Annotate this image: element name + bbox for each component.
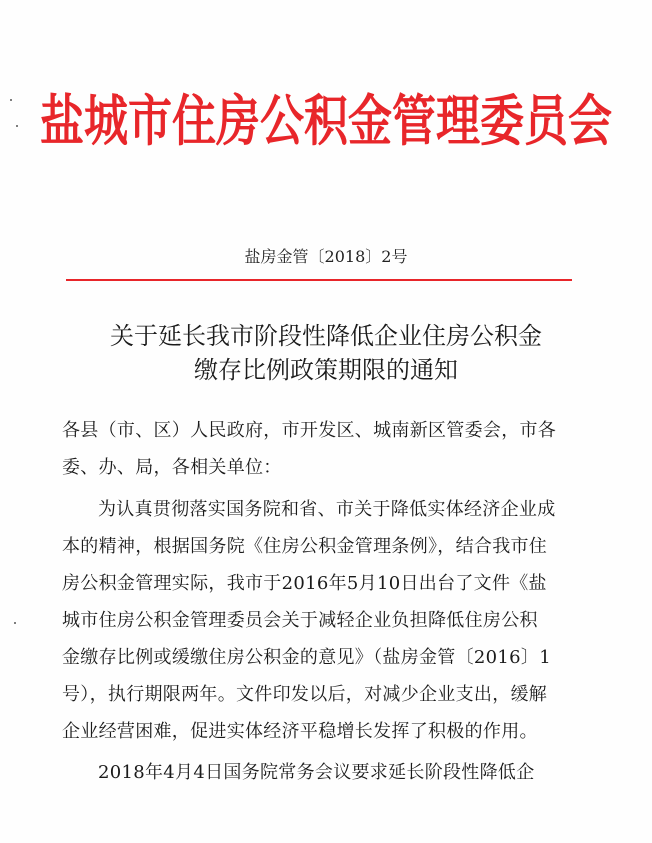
scan-speck xyxy=(16,125,18,127)
notice-title-line-2: 缴存比例政策期限的通知 xyxy=(194,356,458,384)
red-separator-line xyxy=(66,279,572,281)
scan-speck xyxy=(10,99,12,101)
body-text-line: 企业经营困难，促进实体经济平稳增长发挥了积极的作用。 xyxy=(62,721,538,742)
body-text-line: 本的精神，根据国务院《住房公积金管理条例》，结合我市住 xyxy=(62,536,548,557)
body-text-line: 房公积金管理实际，我市于2016年5月10日出台了文件《盐 xyxy=(62,573,547,594)
body-text-line: 各县（市、区）人民政府，市开发区、城南新区管委会，市各 xyxy=(62,420,557,441)
body-text-line: 为认真贯彻落实国务院和省、市关于降低实体经济企业成 xyxy=(98,499,556,520)
body-text-line: 委、办、局，各相关单位： xyxy=(62,457,282,478)
body-text-line: 城市住房公积金管理委员会关于减轻企业负担降低住房公积 xyxy=(62,610,538,631)
scan-speck xyxy=(14,622,16,624)
body-text-line: 号），执行期限两年。文件印发以后，对减少企业支出，缓解 xyxy=(62,684,548,705)
document-number: 盐房金管〔2018〕2号 xyxy=(244,247,408,266)
notice-title-line-1: 关于延长我市阶段性降低企业住房公积金 xyxy=(110,322,542,350)
issuing-authority-title: 盐城市住房公积金管理委员会 xyxy=(40,89,612,154)
body-text-line: 金缴存比例或缓缴住房公积金的意见》（盐房金管〔2016〕1 xyxy=(62,647,551,668)
body-text-line: 2018年4月4日国务院常务会议要求延长阶段性降低企 xyxy=(98,762,535,783)
